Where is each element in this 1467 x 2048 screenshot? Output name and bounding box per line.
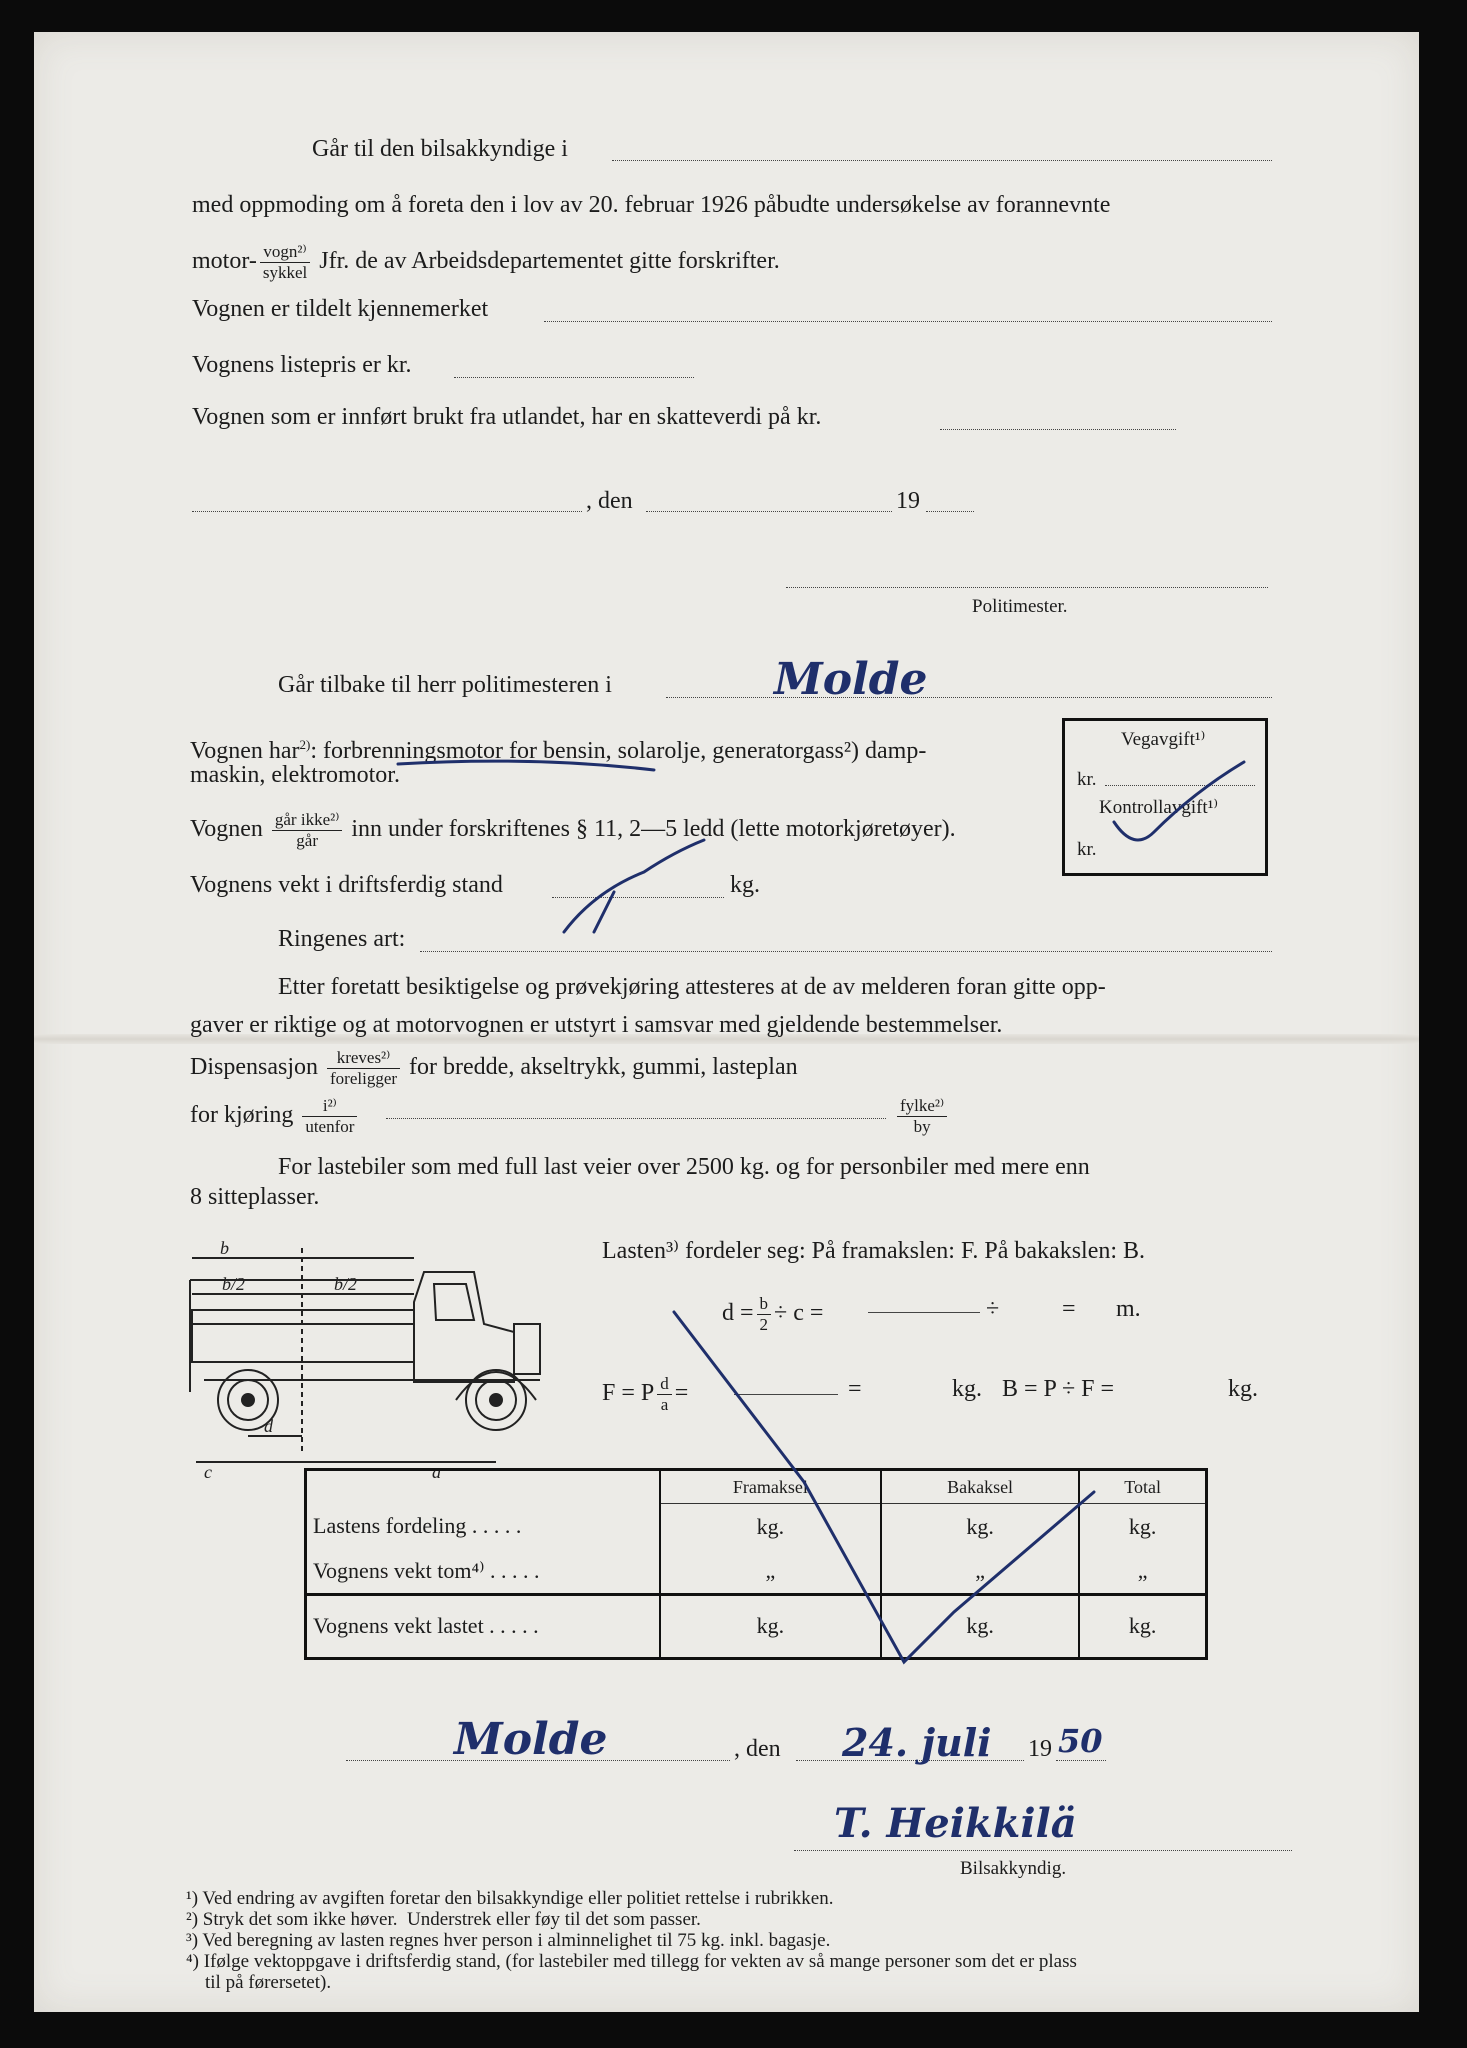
- signer-role: Bilsakkyndig.: [960, 1858, 1067, 1879]
- fylke-num: fylke²⁾: [897, 1096, 947, 1117]
- truck-label-b: b: [220, 1238, 229, 1258]
- footnote-3: ³) Ved beregning av lasten regnes hver person i alminnelighet til 75 kg. inkl. bagasje.: [186, 1930, 831, 1951]
- gar-den: går: [296, 831, 318, 850]
- politimester-label: Politimester.: [972, 596, 1068, 617]
- row-cell-bak[interactable]: „: [881, 1549, 1080, 1594]
- row-cell-total[interactable]: „: [1079, 1549, 1206, 1594]
- formula-d-rest: ÷ c =: [774, 1300, 824, 1327]
- skatteverdi-label: Vognen som er innført brukt fra utlandet, har en skatteverdi på kr.: [192, 404, 822, 430]
- signer-signature: T. Heikkilä: [834, 1800, 1077, 1847]
- row-cell-bak[interactable]: kg.: [881, 1594, 1080, 1658]
- footnote-4: ⁴) Ifølge vektoppgave i driftsferdig stand, (for lastebiler med tillegg for vekten av så mange personer som det er plass: [186, 1951, 1077, 1972]
- form-page: [34, 32, 1419, 2012]
- row-label: Lastens fordeling . . . . .: [313, 1513, 522, 1539]
- intro-line2: med oppmoding om å foreta den i lov av 20. februar 1926 påbudte undersøkelse av forannevnte: [192, 192, 1111, 218]
- lasten-label: Lasten³⁾ fordeler seg: På framakslen: F. På bakakslen: B.: [602, 1238, 1146, 1264]
- den-label: , den: [586, 488, 633, 514]
- vegavgift-kr: kr.: [1077, 769, 1097, 790]
- row-cell-total[interactable]: kg.: [1079, 1594, 1206, 1658]
- formula-eq: =: [1062, 1296, 1076, 1322]
- row-label: Vognens vekt tom⁴⁾ . . . . .: [306, 1549, 661, 1594]
- lastebil-line1: For lastebiler som med full last veier over 2500 kg. og for personbiler med mere enn: [278, 1154, 1090, 1180]
- intro-line3-rest: Jfr. de av Arbeidsdepartementet gitte forskrifter.: [319, 248, 780, 275]
- vekt-label: Vognens vekt i driftsferdig stand: [190, 872, 503, 898]
- diagonal-strike-icon: [674, 1312, 1094, 1662]
- signature-date: 24. juli: [842, 1720, 992, 1765]
- footnote-2: ²) Stryk det som ikke høver. Understrek eller føy til det som passer.: [186, 1909, 701, 1930]
- row-cell-fram[interactable]: „: [660, 1549, 881, 1594]
- lastebil-line2: 8 sitteplasser.: [190, 1184, 320, 1210]
- vognen-har-label: Vognen har: [190, 738, 300, 764]
- row-cell-fram[interactable]: kg.: [660, 1504, 881, 1549]
- formula-f-kg: kg.: [952, 1376, 982, 1402]
- vognen-har-sup: 2): [299, 737, 311, 752]
- formula-m: m.: [1116, 1296, 1141, 1322]
- vognen-prefix: Vognen: [190, 816, 263, 843]
- truck-label-b2-right: b/2: [334, 1274, 358, 1294]
- signature-den: , den: [734, 1736, 781, 1762]
- disp-rest: for bredde, akseltrykk, gummi, lasteplan: [409, 1054, 798, 1081]
- header-total: Total: [1079, 1470, 1206, 1504]
- formula-fd: d: [657, 1374, 672, 1395]
- footnote-1: ¹) Ved endring av avgiften foretar den bilsakkyndige eller politiet rettelse i rubrikken.: [186, 1888, 834, 1909]
- formula-2: 2: [759, 1315, 769, 1334]
- row-cell-fram[interactable]: kg.: [660, 1594, 881, 1658]
- checkmark-vekt-icon: [564, 840, 704, 932]
- disp-den: foreligger: [330, 1069, 398, 1088]
- signature-year-prefix: 19: [1028, 1736, 1052, 1762]
- formula-f-left: F = P: [602, 1380, 655, 1407]
- footnote-4-cont: til på førersetet).: [186, 1972, 332, 1993]
- underline-bensin-icon: [398, 761, 654, 770]
- formula-b-kg: kg.: [1228, 1376, 1258, 1402]
- row-label: Vognens vekt lastet . . . . .: [313, 1613, 539, 1639]
- checkmark-fee-icon: [1114, 762, 1244, 840]
- signature-place: Molde: [454, 1714, 608, 1765]
- motor-frac-den: sykkel: [262, 263, 308, 282]
- gar-rest: inn under forskriftenes § 11, 2—5 ledd (lette motorkjøretøyer).: [351, 816, 956, 843]
- truck-label-b2-left: b/2: [222, 1274, 246, 1294]
- kjoring-num: i²⁾: [302, 1096, 357, 1117]
- header-framaksel: Framaksel: [660, 1470, 881, 1504]
- vegavgift-label: Vegavgift¹⁾: [1121, 729, 1206, 750]
- disp-prefix: Dispensasjon: [190, 1054, 318, 1081]
- fylke-den: by: [913, 1117, 931, 1136]
- vognen-har-line2: maskin, elektromotor.: [190, 762, 400, 788]
- gar-num: går ikke²⁾: [272, 810, 343, 831]
- handwritten-place: Molde: [774, 654, 928, 705]
- ink-overlay: [34, 32, 1419, 2012]
- row-cell-bak[interactable]: kg.: [881, 1504, 1080, 1549]
- kjennemerke-label: Vognen er tildelt kjennemerket: [192, 296, 489, 322]
- ringer-label: Ringenes art:: [278, 926, 406, 952]
- return-line: Går tilbake til herr politimesteren i: [278, 672, 612, 698]
- motor-prefix: motor-: [192, 248, 257, 275]
- formula-div: ÷: [986, 1296, 1000, 1322]
- vekt-kg: kg.: [730, 872, 760, 898]
- disp-num: kreves²⁾: [327, 1048, 400, 1069]
- kontroll-kr: kr.: [1077, 839, 1097, 860]
- truck-label-d: d: [264, 1416, 273, 1436]
- truck-label-c: c: [204, 1462, 212, 1482]
- formula-d-left: d =: [722, 1300, 754, 1327]
- formula-b-part: B = P ÷ F =: [1002, 1376, 1115, 1402]
- listepris-label: Vognens listepris er kr.: [192, 352, 412, 378]
- attest-line2: gaver er riktige og at motorvognen er utstyrt i samsvar med gjeldende bestemmelser.: [190, 1012, 1003, 1038]
- formula-f-eq: =: [674, 1380, 689, 1407]
- truck-label-a: a: [432, 1462, 441, 1482]
- header-bakaksel: Bakaksel: [881, 1470, 1080, 1504]
- row-cell-total[interactable]: kg.: [1079, 1504, 1206, 1549]
- motor-frac-num: vogn²⁾: [260, 242, 310, 263]
- kjoring-prefix: for kjøring: [190, 1102, 294, 1129]
- signature-year: 50: [1058, 1722, 1103, 1760]
- intro-line1: Går til den bilsakkyndige i: [312, 136, 568, 162]
- formula-f-eq2: =: [848, 1376, 862, 1402]
- kontroll-label: Kontrollavgift¹⁾: [1099, 797, 1219, 818]
- attest-line1: Etter foretatt besiktigelse og prøvekjøring attesteres at de av melderen foran gitte opp-: [278, 974, 1106, 1000]
- formula-b: b: [757, 1294, 772, 1315]
- vognen-har-rest: : forbrenningsmotor for bensin, solarolje, generatorgass²) damp-: [310, 738, 927, 764]
- kjoring-den: utenfor: [305, 1117, 355, 1136]
- formula-fa: a: [660, 1395, 669, 1414]
- year-label: 19: [896, 488, 920, 514]
